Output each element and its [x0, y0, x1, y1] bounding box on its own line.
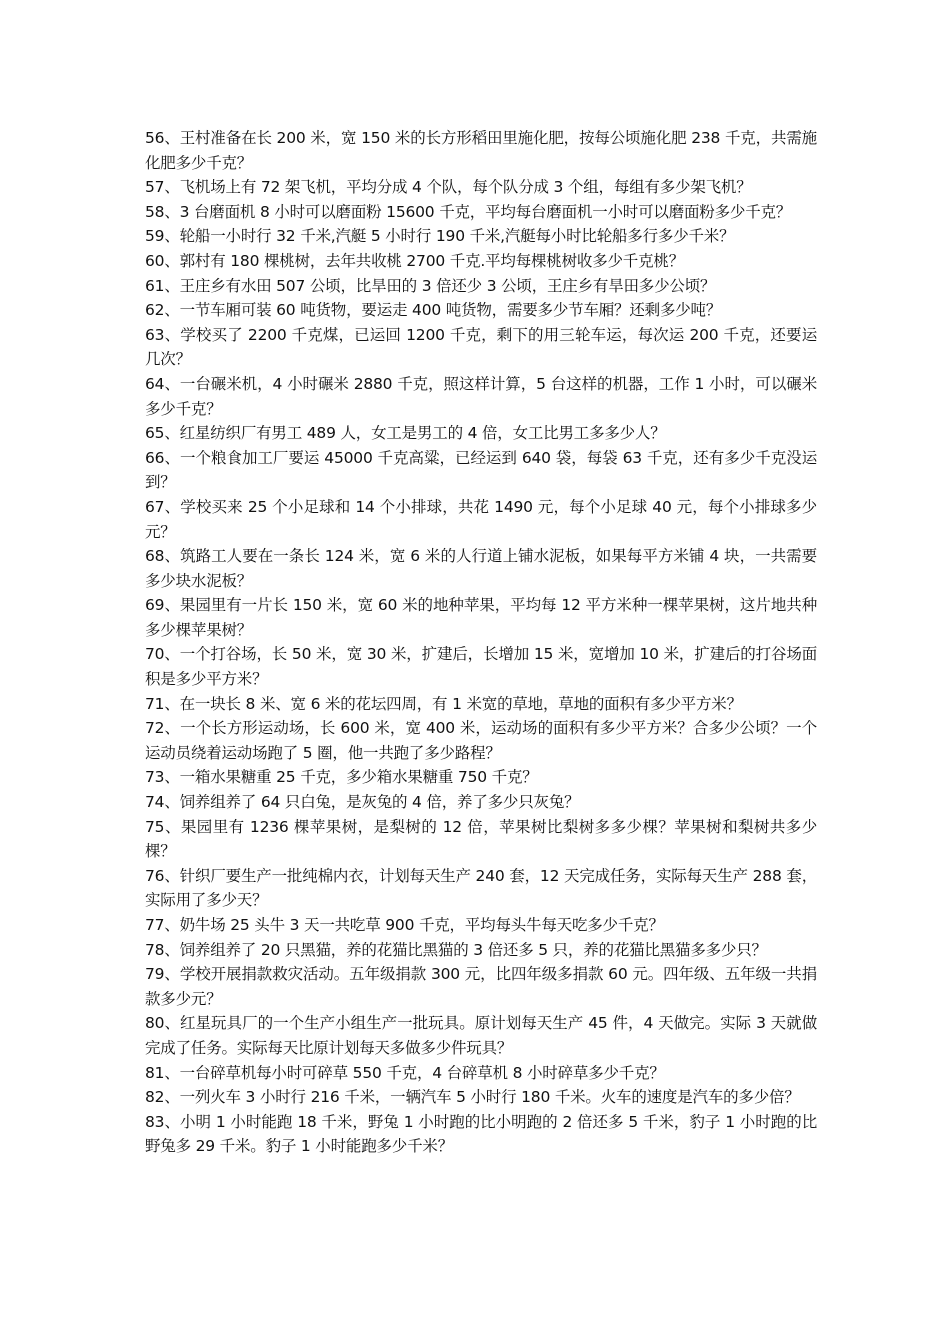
problem-78: 78、饲养组养了 20 只黑猫，养的花猫比黑猫的 3 倍还多 5 只，养的花猫比黑猫多多少只？ [145, 940, 767, 959]
problem-60: 60、郭村有 180 棵桃树，去年共收桃 2700 千克.平均每棵桃树收多少千克桃？ [145, 251, 684, 270]
problem-67: 67、学校买来 25 个小足球和 14 个小排球，共花 1490 元，每个小足球 40 元，每个小排球多少元？ [145, 497, 817, 541]
problem-80: 80、红星玩具厂的一个生产小组生产一批玩具。原计划每天生产 45 件，4 天做完。实际 3 天就做完成了任务。实际每天比原计划每天多做多少件玩具？ [145, 1014, 817, 1057]
problem-list [145, 126, 817, 1159]
problem-63: 63、学校买了 2200 千克煤，已运回 1200 千克，剩下的用三轮车运，每次运 200 千克，还要运几次？ [145, 325, 817, 369]
problem-66: 66、一个粮食加工厂要运 45000 千克高粱，已经运到 640 袋，每袋 63 千克，还有多少千克没运到？ [145, 448, 817, 492]
problem-70: 70、一个打谷场，长 50 米，宽 30 米，扩建后，长增加 15 米，宽增加 10 米，扩建后的打谷场面积是多少平方米？ [145, 645, 817, 689]
problem-82: 82、一列火车 3 小时行 216 千米，一辆汽车 5 小时行 180 千米。火车的速度是汽车的多少倍？ [145, 1088, 800, 1107]
problem-73: 73、一箱水果糖重 25 千克，多少箱水果糖重 750 千克？ [145, 768, 538, 787]
problem-74: 74、饲养组养了 64 只白兔，是灰兔的 4 倍，养了多少只灰兔？ [145, 793, 580, 812]
problem-77: 77、奶牛场 25 头牛 3 天一共吃草 900 千克，平均每头牛每天吃多少千克？ [145, 916, 664, 934]
problem-75: 75、果园里有 1236 棵苹果树，是梨树的 12 倍，苹果树比梨树多多少棵？苹果树和梨树共多少棵？ [145, 817, 817, 861]
problem-56: 56、王村准备在长 200 米，宽 150 米的长方形稻田里施化肥，按每公顷施化肥 238 千克，共需施化肥多少千克？ [145, 129, 817, 172]
problem-59: 59、轮船一小时行 32 千米,汽艇 5 小时行 190 千米,汽艇每小时比轮船多行多少千米？ [145, 227, 735, 246]
problem-79: 79、学校开展捐款救灾活动。五年级捐款 300 元，比四年级多捐款 60 元。四年级、五年级一共捐款多少元？ [145, 965, 817, 1008]
problem-76: 76、针织厂要生产一批纯棉内衣，计划每天生产 240 套，12 天完成任务，实际每天生产 288 套，实际用了多少天？ [145, 866, 817, 910]
problem-62: 62、一节车厢可装 60 吨货物，要运走 400 吨货物，需要多少节车厢？还剩多少吨？ [145, 301, 722, 320]
problem-81: 81、一台碎草机每小时可碎草 550 千克，4 台碎草机 8 小时碎草多少千克？ [145, 1063, 665, 1082]
problem-71: 71、在一块长 8 米、宽 6 米的花坛四周，有 1 米宽的草地，草地的面积有多少平方米？ [145, 694, 742, 713]
problem-68: 68、筑路工人要在一条长 124 米，宽 6 米的人行道上铺水泥板，如果每平方米铺 4 块，一共需要多少块水泥板？ [145, 547, 817, 590]
problem-57: 57、飞机场上有 72 架飞机，平均分成 4 个队，每个队分成 3 个组，每组有多少架飞机？ [145, 178, 752, 197]
problem-61: 61、王庄乡有水田 507 公顷，比旱田的 3 倍还少 3 公顷，王庄乡有旱田多少公顷？ [145, 276, 716, 295]
problem-69: 69、果园里有一片长 150 米，宽 60 米的地种苹果，平均每 12 平方米种一棵苹果树，这片地共种多少棵苹果树？ [145, 596, 817, 639]
problem-83: 83、小明 1 小时能跑 18 千米，野兔 1 小时跑的比小明跑的 2 倍还多 5 千米，豹子 1 小时跑的比野兔多 29 千米。豹子 1 小时能跑多少千米？ [145, 1112, 817, 1156]
problem-64: 64、一台碾米机，4 小时碾米 2880 千克，照这样计算，5 台这样的机器，工作 1 小时，可以碾米多少千克？ [145, 374, 817, 418]
problem-65: 65、红星纺织厂有男工 489 人，女工是男工的 4 倍，女工比男工多多少人？ [145, 424, 666, 443]
problem-72: 72、一个长方形运动场，长 600 米，宽 400 米，运动场的面积有多少平方米？合多少公顷？一个运动员绕着运动场跑了 5 圈，他一共跑了多少路程？ [145, 719, 817, 762]
problem-58: 58、3 台磨面机 8 小时可以磨面粉 15600 千克，平均每台磨面机一小时可以磨面粉多少千克？ [145, 202, 792, 221]
